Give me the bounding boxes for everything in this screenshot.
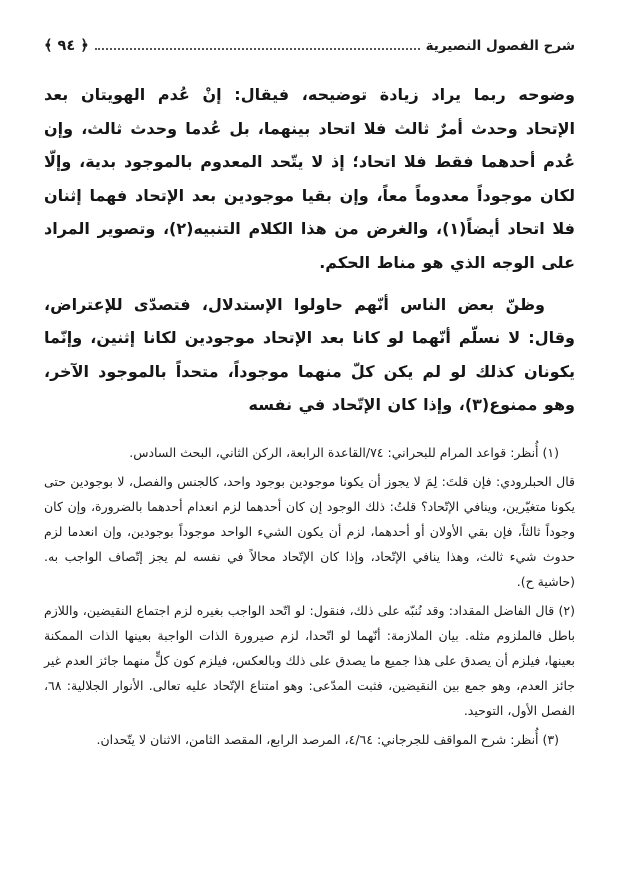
footnote-2: (٢) قال الفاضل المقداد: وقد نُنبّه على ذلك، فنقول: لو اتّحد الواجب بغيره لزم اجتماع النقيضين، واللازم باطل فالملزوم مثله. بيان الملازمة: أنّهما لو اتّحدا، لزم صيرورة الذات الواجبة بعينها الذات الممكنة بعينها، فيلزم أن يصدق على هذا جميع ما يصدق على ذلك وبالعكس، فيلزم كون كلٍّ منهما جائز العدم غير جائز العدم، وهو جمع بين النقيضين، فثبت المدّعى: وهو امتناع الإتّحاد عليه تعالى. الأنوار الجلالية: ٦٨، الفصل الأول، التوحيد. xyxy=(44,602,575,718)
footnotes-section xyxy=(44,440,575,752)
main-text xyxy=(44,78,575,422)
footnote-1: (١) أُنظر: قواعد المرام للبحراني: ٧٤/القاعدة الرابعة، الركن الثاني، البحث السادس. xyxy=(129,444,559,460)
page-header xyxy=(44,38,575,54)
footnote-3: (٣) أُنظر: شرح المواقف للجرجاني: ٤/٦٤، المرصد الرابع، المقصد الثامن، الاثنان لا يتّحدان. xyxy=(96,731,559,747)
body-paragraph-1: وضوحه ربما يراد زيادة توضيحه، فيقال: إنْ عُدم الهويتان بعد الإتحاد وحدث أمرٌ ثالث فلا اتحاد بينهما، بل عُدما وحدث ثالث، وإن عُدم أحدهما فقط فلا اتحاد؛ إذ لا يتّحد المعدوم بالموجود بدية، وإلّا لكان موجوداً معدوماً معاً، وإن بقيا موجودين بعد الإتحاد فهما إثنان فلا اتحاد أيضاً(١)، والغرض من هذا الكلام التنبيه(٢)، وتصوير المراد على الوجه الذي هو مناط الحكم. xyxy=(44,85,576,272)
footnote-1-commentary: قال الحبلرودي: فإن قلتَ: لِمَ لا يجوز أن يكونا موجودين بوجود واحد، كالجنس والفصل، لا بوجودين حتى يكونا متغيّرين، وينافي الإتّحاد؟ قلتُ: ذلك الوجود إن كان أحدهما لزم انعدام أحدهما بالضرورة، وإن كان وجوداً ثالثاً، فإن بقي الأولان أو أحدهما، لزم أن يكون الشيء الواحد موجوداً بوجودين، وإن انعدما لزم حدوث شيء ثالث، وهذا ينافي الإتّحاد، وإذا كان الإتّحاد محالاً في نفسه لم يجز إتّصاف الواجب به. (حاشية ح). xyxy=(44,473,575,589)
book-title: شرح الفصول النصيرية xyxy=(425,38,575,54)
header-dotted-leader xyxy=(95,48,420,50)
body-paragraph-2: وظنّ بعض الناس أنّهم حاولوا الإستدلال، فتصدّى للإعتراض، وقال: لا نسلّم أنّهما لو كانا بعد الإتحاد موجودين لكانا إثنين، وإنّما يكونان كذلك لو لم يكن كلّ منهما موجوداً، متحداً بالموجود الآخر، وهو ممنوع(٣)، وإذا كان الإتّحاد في نفسه xyxy=(44,294,575,415)
page-number: ﴿ ٩٤ ﴾ xyxy=(44,38,89,54)
